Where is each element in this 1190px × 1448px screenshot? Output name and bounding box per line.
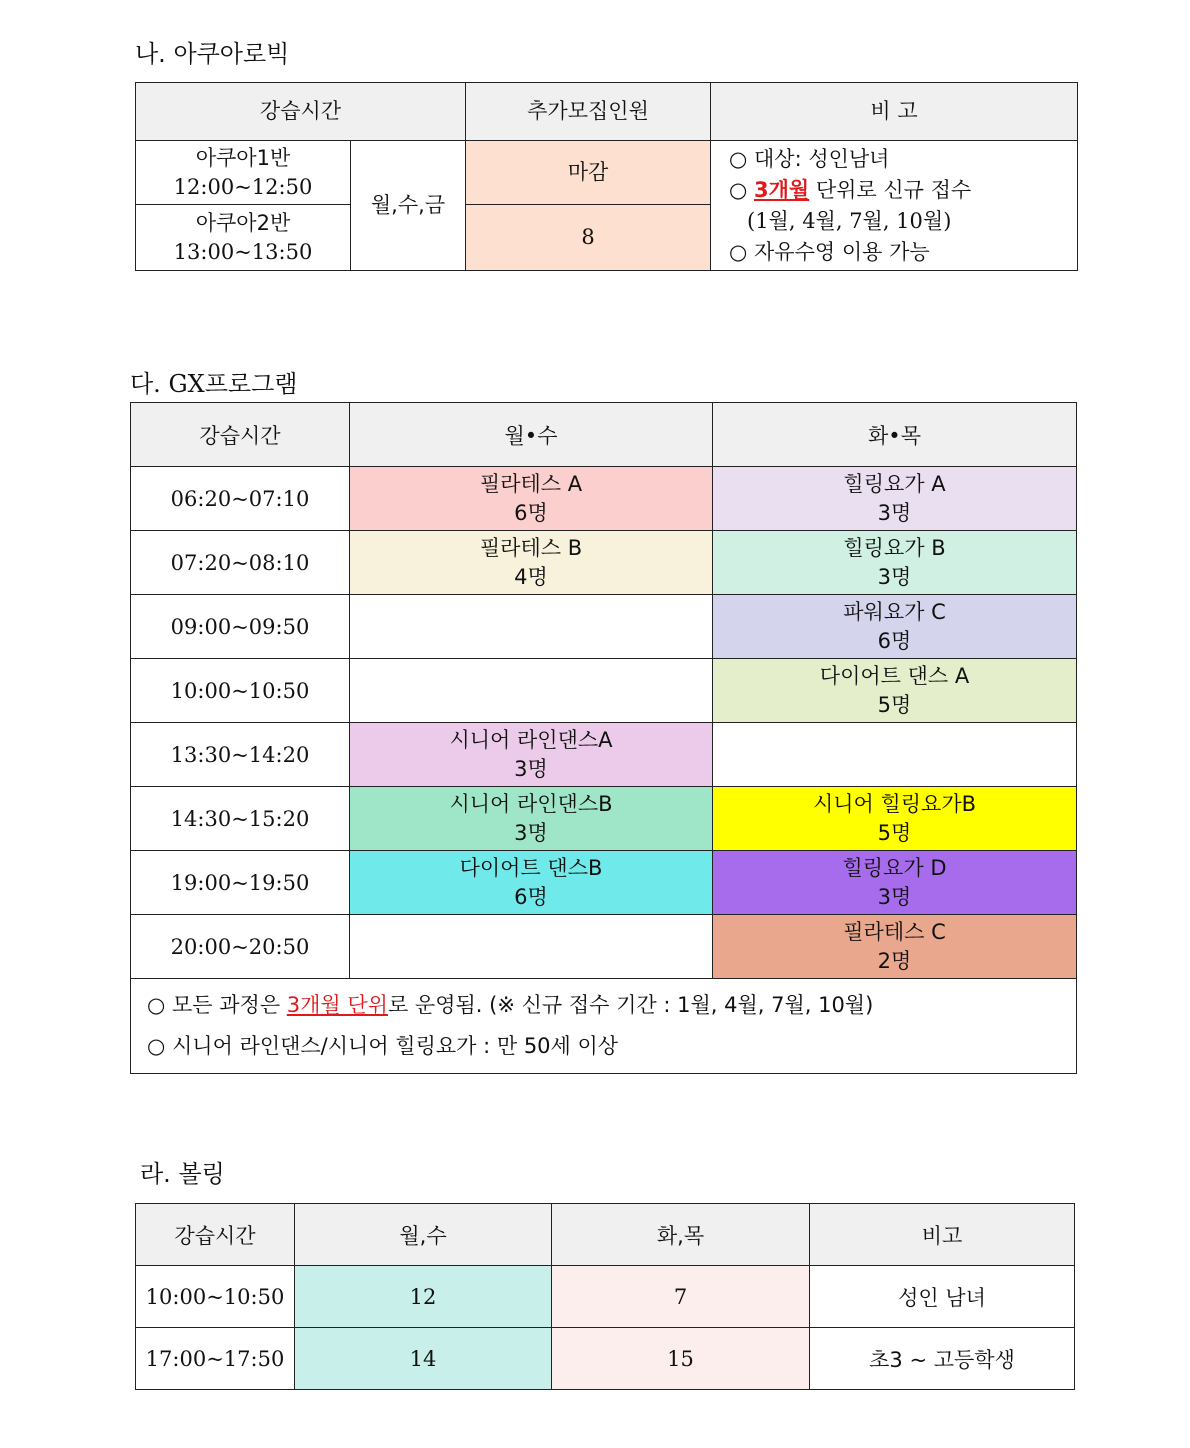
gx-time: 07:20~08:10	[131, 531, 350, 595]
gx-row	[131, 723, 1077, 787]
gx-class-tt	[713, 723, 1077, 787]
gx-time: 20:00~20:50	[131, 915, 350, 979]
gx-class-count: 2명	[877, 948, 912, 973]
aqua-notes	[711, 141, 1078, 271]
gx-class-count: 5명	[877, 692, 912, 717]
bowling-header-tt: 화,목	[552, 1204, 810, 1266]
gx-class-name: 필라테스 B	[479, 535, 583, 560]
gx-class-mw	[350, 851, 713, 915]
gx-section-title: 다. GX프로그램	[130, 370, 298, 398]
gx-class-count: 6명	[877, 628, 912, 653]
gx-class-name: 파워요가 C	[843, 599, 946, 624]
bowling-time: 17:00~17:50	[136, 1328, 295, 1390]
gx-class-count: 6명	[514, 500, 548, 525]
gx-class-mw	[350, 723, 713, 787]
gx-class-mw	[350, 659, 713, 723]
gx-class-tt	[713, 467, 1077, 531]
aqua-count-cell: 마감	[466, 141, 711, 205]
aqua-note-freeswim: ○ 자유수영 이용 가능	[729, 239, 930, 264]
gx-row	[131, 659, 1077, 723]
gx-class-tt	[713, 659, 1077, 723]
gx-time: 13:30~14:20	[131, 723, 350, 787]
gx-table	[130, 402, 1077, 1074]
gx-class-name: 다이어트 댄스B	[459, 855, 603, 880]
gx-row	[131, 595, 1077, 659]
gx-class-count: 5명	[877, 820, 912, 845]
gx-header-time: 강습시간	[131, 403, 350, 467]
aqua-header-note: 비 고	[711, 83, 1078, 141]
gx-time: 19:00~19:50	[131, 851, 350, 915]
gx-row	[131, 915, 1077, 979]
aqua-note-months: (1월, 4월, 7월, 10월)	[747, 208, 952, 233]
gx-class-tt	[713, 915, 1077, 979]
bowling-header-mw: 월,수	[295, 1204, 552, 1266]
gx-class-mw	[350, 531, 713, 595]
bowling-tt-count: 7	[552, 1266, 810, 1328]
gx-class-count: 3명	[514, 756, 548, 781]
aqua-class-cell	[136, 205, 351, 271]
bowling-tt-count: 15	[552, 1328, 810, 1390]
gx-footer-notes	[131, 979, 1077, 1074]
gx-class-name: 시니어 힐링요가B	[812, 791, 977, 816]
gx-class-count: 6명	[514, 884, 548, 909]
gx-class-mw	[350, 595, 713, 659]
bowling-note: 초3 ~ 고등학생	[810, 1328, 1075, 1390]
aqua-class-cell	[136, 141, 351, 205]
gx-footer-line2: ○ 시니어 라인댄스/시니어 힐링요가 : 만 50세 이상	[147, 1034, 619, 1058]
bowling-mw-count: 12	[295, 1266, 552, 1328]
gx-header-mw: 월•수	[350, 403, 713, 467]
gx-class-count: 4명	[514, 564, 548, 589]
aqua-header-time: 강습시간	[136, 83, 466, 141]
gx-time: 06:20~07:10	[131, 467, 350, 531]
gx-class-count: 3명	[877, 564, 912, 589]
gx-class-tt	[713, 595, 1077, 659]
gx-row	[131, 531, 1077, 595]
gx-row	[131, 851, 1077, 915]
gx-row	[131, 467, 1077, 531]
gx-class-name: 힐링요가 A	[843, 471, 946, 496]
bowling-section-title: 라. 볼링	[140, 1160, 225, 1188]
aqua-note-highlight: 3개월	[754, 177, 810, 202]
gx-class-name: 다이어트 댄스 A	[819, 663, 970, 688]
bowling-header-time: 강습시간	[136, 1204, 295, 1266]
gx-class-mw	[350, 915, 713, 979]
bowling-header-note: 비고	[810, 1204, 1075, 1266]
bowling-mw-count: 14	[295, 1328, 552, 1390]
gx-class-name: 필라테스 A	[479, 471, 583, 496]
gx-class-name: 힐링요가 B	[843, 535, 946, 560]
gx-time: 10:00~10:50	[131, 659, 350, 723]
gx-row	[131, 787, 1077, 851]
bowling-time: 10:00~10:50	[136, 1266, 295, 1328]
gx-time: 09:00~09:50	[131, 595, 350, 659]
aqua-days: 월,수,금	[351, 141, 466, 271]
gx-class-count: 3명	[514, 820, 548, 845]
gx-class-name: 필라테스 C	[843, 919, 946, 944]
aqua-count-cell: 8	[466, 205, 711, 271]
aqua-class-time: 13:00~13:50	[173, 239, 313, 264]
aqua-class-name: 아쿠아2반	[195, 210, 291, 235]
aqua-table	[135, 82, 1078, 271]
gx-class-name: 힐링요가 D	[842, 855, 947, 880]
gx-footer-line1: ○ 모든 과정은 3개월 단위로 운영됨. (※ 신규 접수 기간 : 1월, 4월, 7월, 10월)	[147, 993, 874, 1017]
aqua-class-name: 아쿠아1반	[195, 145, 291, 170]
gx-class-tt	[713, 531, 1077, 595]
gx-class-mw	[350, 787, 713, 851]
gx-class-count: 3명	[877, 500, 912, 525]
gx-header-tt: 화•목	[713, 403, 1077, 467]
gx-class-count: 3명	[877, 884, 912, 909]
aqua-section-title: 나. 아쿠아로빅	[135, 40, 290, 68]
gx-class-tt	[713, 851, 1077, 915]
aqua-note-target: ○ 대상: 성인남녀	[729, 146, 890, 171]
gx-class-tt	[713, 787, 1077, 851]
gx-class-name: 시니어 라인댄스A	[449, 727, 613, 752]
aqua-class-time: 12:00~12:50	[173, 174, 313, 199]
gx-class-mw	[350, 467, 713, 531]
gx-time: 14:30~15:20	[131, 787, 350, 851]
gx-footer-highlight: 3개월 단위	[286, 993, 388, 1017]
aqua-note-signup: ○ 3개월 단위로 신규 접수	[729, 177, 972, 202]
bowling-table	[135, 1203, 1075, 1390]
bowling-note: 성인 남녀	[810, 1266, 1075, 1328]
aqua-header-count: 추가모집인원	[466, 83, 711, 141]
gx-class-name: 시니어 라인댄스B	[449, 791, 613, 816]
